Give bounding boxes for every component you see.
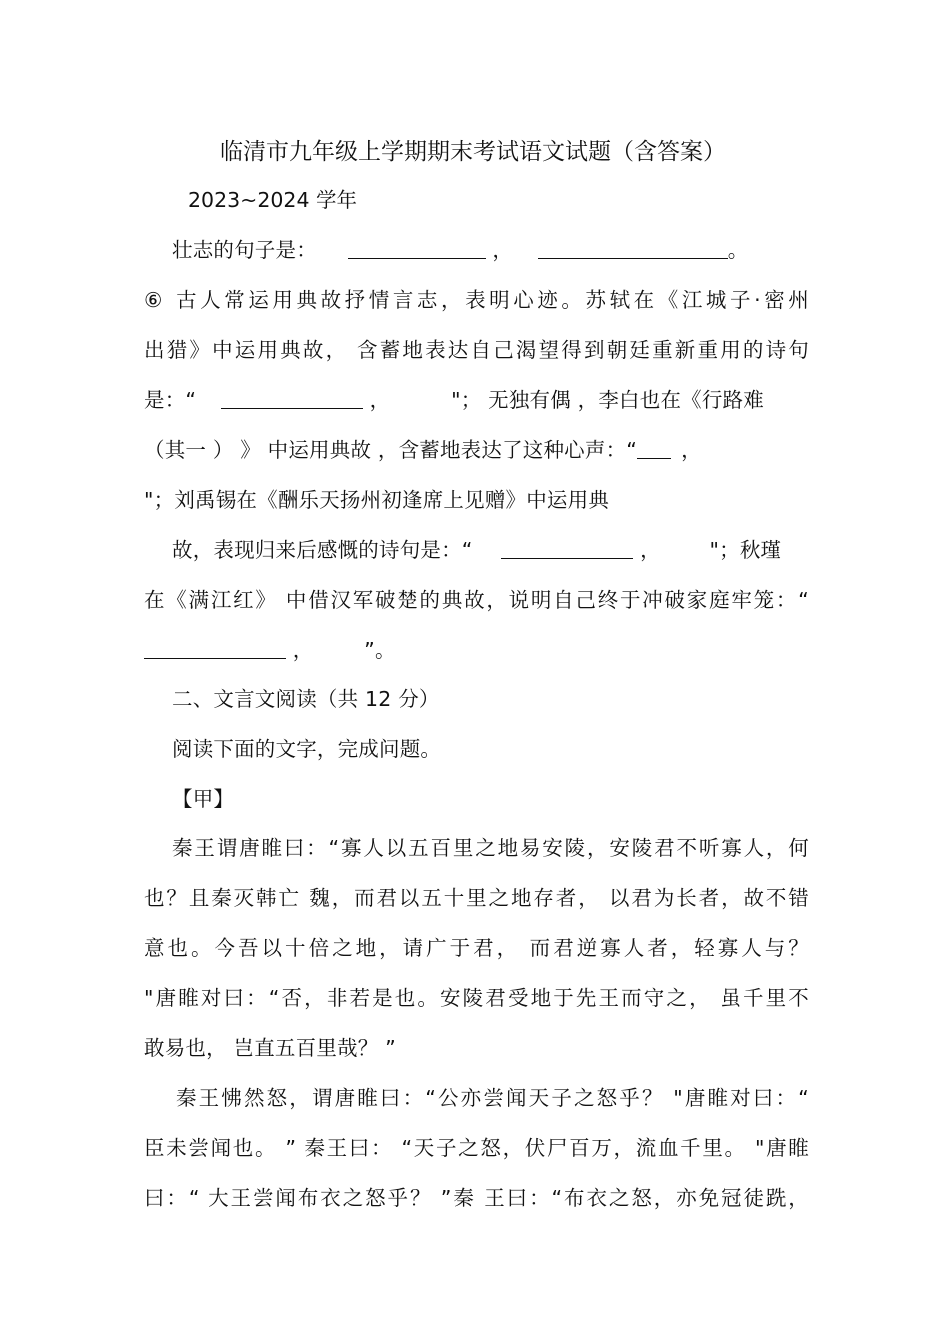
answer-blank[interactable] <box>501 538 633 559</box>
line-text: ， <box>369 388 391 412</box>
passage-line: 秦王怫然怒，谓唐睢曰：“公亦尝闻天子之怒乎？ "唐睢对曰：“ <box>176 1086 809 1110</box>
question-line <box>172 235 837 265</box>
answer-blank[interactable] <box>144 638 286 659</box>
question-line <box>144 385 809 415</box>
question-line <box>144 435 809 465</box>
line-text: ， <box>640 538 661 562</box>
line-text: "； 无独有偶 ，李白也在《行路难 <box>451 388 764 412</box>
passage-line: 也？且秦灭韩亡 魏，而君以五十里之地存者， 以君为长者，故不错 <box>144 886 809 910</box>
passage-line: 意也。今吾以十倍之地，请广于君， 而君逆寡人者，轻寡人与？ <box>144 936 809 960</box>
passage-line: 曰：“ 大王尝闻布衣之怒乎？ ”秦 王曰：“布衣之怒，亦免冠徒跣， <box>144 1186 809 1210</box>
answer-blank[interactable] <box>348 238 486 259</box>
passage-line: 臣未尝闻也。 ” 秦王曰： “天子之怒，伏尸百万，流血千里。 "唐睢 <box>144 1136 809 1160</box>
line-text: ， <box>492 238 514 262</box>
passage-label: 【甲】 <box>172 787 235 811</box>
line-text: ， <box>681 438 702 462</box>
answer-blank[interactable] <box>538 238 728 259</box>
section-heading: 二、文言文阅读（共 12 分） <box>172 687 440 711</box>
line-text: 是：“ <box>144 388 197 412</box>
question-line: "；刘禹锡在《酬乐天扬州初逢席上见赠》中运用典 <box>144 488 610 512</box>
question-line: ⑥ 古人常运用典故抒情言志，表明心迹。苏轼在《江城子·密州 <box>144 288 809 312</box>
school-year: 2023~2024 学年 <box>188 188 358 212</box>
line-text: "；秋瑾 <box>709 538 782 562</box>
page-title: 临清市九年级上学期期末考试语文试题（含答案） <box>220 139 726 165</box>
line-text: 故，表现归来后感慨的诗句是：“ <box>172 538 473 562</box>
line-text: 壮志的句子是： <box>172 238 317 262</box>
line-text: ， <box>292 638 314 662</box>
passage-line: "唐睢对曰：“否，非若是也。安陵君受地于先王而守之， 虽千里不 <box>144 986 809 1010</box>
question-line: 出猎》中运用典故， 含蓄地表达自己渴望得到朝廷重新重用的诗句 <box>144 338 809 362</box>
line-text: （其一 ） 》 中运用典故 ，含蓄地表达了这种心声：“ <box>144 438 638 462</box>
question-line <box>172 535 837 565</box>
question-line: 在《满江红》 中借汉军破楚的典故，说明自己终于冲破家庭牢笼：“ <box>144 588 809 612</box>
line-text: 。 <box>727 238 749 262</box>
line-text: ”。 <box>364 638 396 662</box>
passage-line: 敢易也， 岂直五百里哉？ ” <box>144 1036 396 1060</box>
instruction-text: 阅读下面的文字，完成问题。 <box>172 737 442 761</box>
question-line <box>144 635 809 665</box>
passage-line: 秦王谓唐睢曰：“寡人以五百里之地易安陵，安陵君不听寡人，何 <box>172 836 809 860</box>
answer-blank[interactable] <box>221 388 363 409</box>
answer-blank[interactable] <box>637 438 671 459</box>
